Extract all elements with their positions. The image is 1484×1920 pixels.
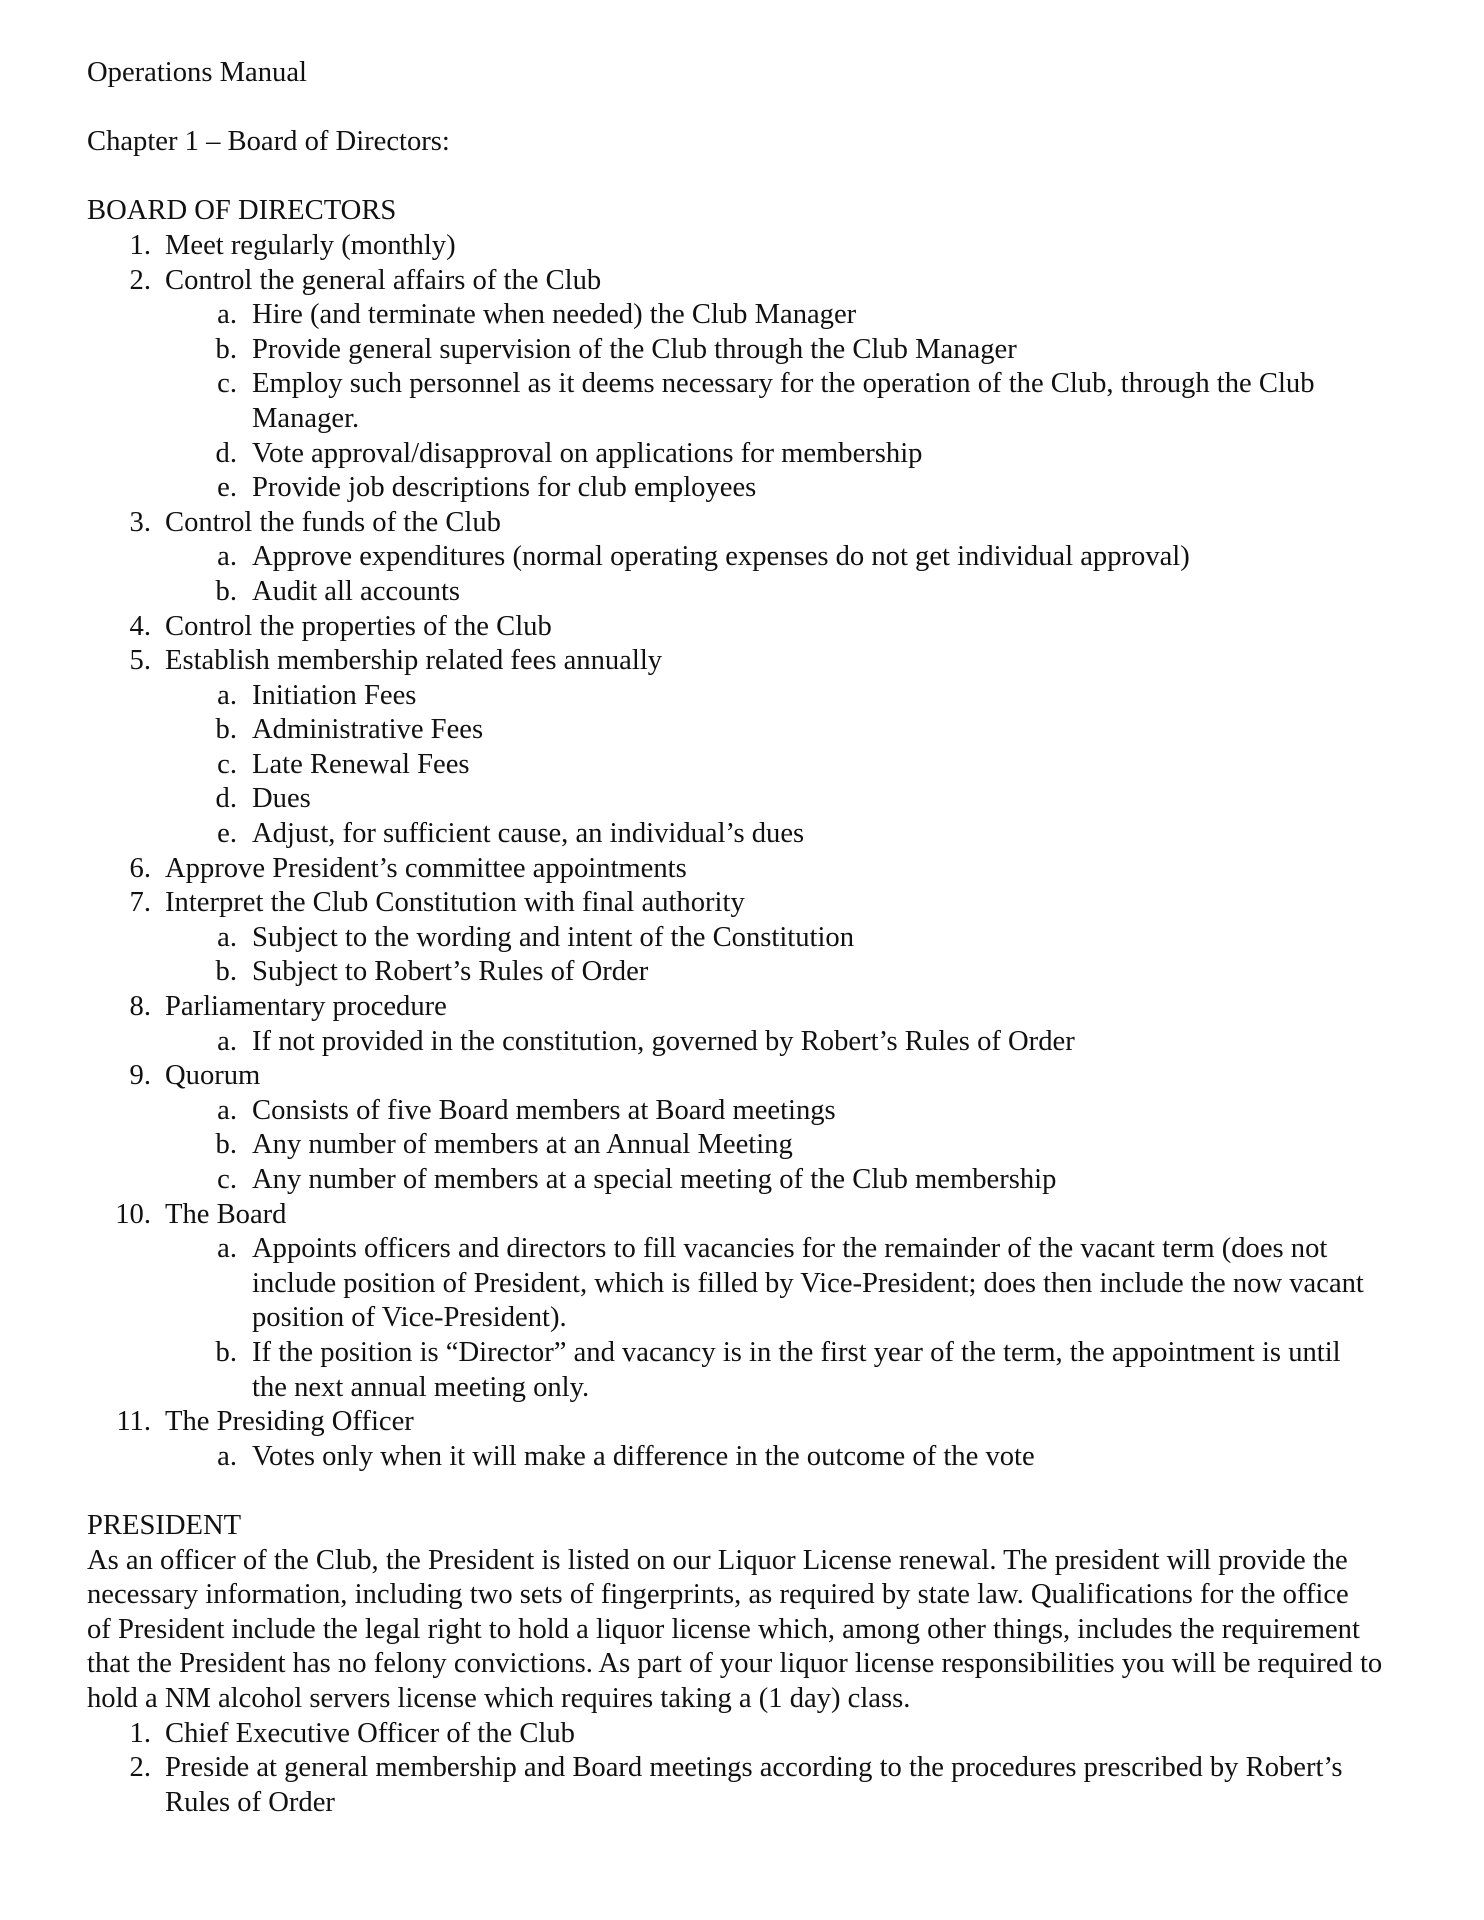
section-heading: PRESIDENT <box>87 1509 242 1541</box>
sub-list-item <box>87 471 1417 506</box>
list-item-text: Control the general affairs of the Club <box>165 264 602 296</box>
list-marker: c. <box>217 1164 237 1195</box>
list-item <box>87 506 1417 541</box>
sub-list-item <box>87 921 1417 956</box>
list-item-text: Late Renewal Fees <box>252 748 470 780</box>
list-item-text: Appoints officers and directors to fill vacancies for the remainder of the vacant term (does not <box>252 1233 1328 1265</box>
president-duties-list <box>87 1717 1417 1821</box>
list-marker: c. <box>217 748 237 780</box>
list-marker: b. <box>215 1129 237 1161</box>
list-item-text: Quorum <box>165 1060 261 1092</box>
paragraph-line: necessary information, including two sets of fingerprints, as required by state law. Qualifications for the office <box>87 1579 1349 1611</box>
spacer <box>87 1474 1417 1509</box>
list-item-text: position of Vice-President). <box>252 1302 567 1334</box>
list-marker: a. <box>217 679 237 711</box>
list-marker: a. <box>217 921 237 953</box>
chapter-title: Chapter 1 – Board of Directors: <box>87 126 450 158</box>
sub-list-item <box>87 955 1417 990</box>
sub-list-item <box>87 333 1417 368</box>
list-item <box>87 1751 1417 1786</box>
list-item-text: Consists of five Board members at Board meetings <box>252 1094 836 1126</box>
list-marker: b. <box>215 956 237 988</box>
list-marker: 1. <box>129 1717 151 1749</box>
sub-list-item <box>87 367 1417 402</box>
list-item-text: Initiation Fees <box>252 679 417 711</box>
doc-title: Operations Manual <box>87 57 307 88</box>
list-item <box>87 852 1417 887</box>
list-marker: d. <box>215 783 237 815</box>
list-item <box>87 1405 1417 1440</box>
sub-list-item <box>87 1301 1417 1336</box>
sub-list-item <box>87 817 1417 852</box>
list-item-text: Votes only when it will make a difference in the outcome of the vote <box>252 1440 1035 1472</box>
list-item <box>87 610 1417 645</box>
list-item-text: Vote approval/disapproval on applications for membership <box>252 437 923 469</box>
list-item-text: If the position is “Director” and vacancy is in the first year of the term, the appointment is until <box>252 1336 1341 1368</box>
list-item-text: Dues <box>252 783 311 815</box>
sub-list-item <box>87 1267 1417 1302</box>
list-marker: 4. <box>129 610 151 642</box>
list-item <box>87 886 1417 921</box>
list-item-text: Chief Executive Officer of the Club <box>165 1717 575 1749</box>
spacer <box>87 91 1417 126</box>
list-item-text: Adjust, for sufficient cause, an individual’s dues <box>252 818 805 850</box>
list-item-text: If not provided in the constitution, governed by Robert’s Rules of Order <box>252 1025 1075 1057</box>
list-marker: a. <box>217 1094 237 1126</box>
sub-list-item <box>87 298 1417 333</box>
list-item-text: The Board <box>165 1198 287 1230</box>
list-item-text: Audit all accounts <box>252 575 461 607</box>
list-marker: 7. <box>129 887 151 919</box>
list-marker: e. <box>217 818 237 850</box>
list-marker: a. <box>217 299 237 331</box>
spacer <box>87 160 1417 195</box>
list-marker: b. <box>215 714 237 746</box>
list-marker: 2. <box>129 1752 151 1784</box>
list-item-text: Approve expenditures (normal operating expenses do not get individual approval) <box>252 541 1190 573</box>
list-item <box>87 1059 1417 1094</box>
list-marker: 11. <box>116 1406 151 1438</box>
board-section <box>87 194 1417 1474</box>
list-item <box>87 264 1417 299</box>
list-marker <box>87 402 237 437</box>
list-marker: 10. <box>115 1198 151 1230</box>
list-item-text: Control the properties of the Club <box>165 610 552 642</box>
sub-list-item <box>87 575 1417 610</box>
list-item-text: Meet regularly (monthly) <box>165 229 456 261</box>
paragraph-line: hold a NM alcohol servers license which requires taking a (1 day) class. <box>87 1682 911 1714</box>
list-item <box>87 229 1417 264</box>
list-marker: b. <box>215 575 237 607</box>
list-marker: 1. <box>129 229 151 261</box>
sub-list-item <box>87 1440 1417 1475</box>
list-marker: 9. <box>129 1060 151 1092</box>
list-marker: 8. <box>129 991 151 1023</box>
list-marker: 6. <box>129 852 151 884</box>
list-item-text: Employ such personnel as it deems necessary for the operation of the Club, through the Club <box>252 368 1315 400</box>
list-item-text: Any number of members at a special meeting of the Club membership <box>252 1164 1057 1195</box>
sub-list-item <box>87 540 1417 575</box>
list-marker: a. <box>217 1440 237 1472</box>
list-marker: a. <box>217 1025 237 1057</box>
list-marker: 2. <box>129 264 151 296</box>
list-item-text: The Presiding Officer <box>165 1406 414 1438</box>
list-item-text: Interpret the Club Constitution with final authority <box>165 887 745 919</box>
sub-list-item <box>87 679 1417 714</box>
list-item-text: Control the funds of the Club <box>165 506 501 538</box>
president-section <box>87 1509 1417 1820</box>
paragraph-line: of President include the legal right to hold a liquor license which, among other things, includes the requirement <box>87 1613 1360 1645</box>
list-marker: d. <box>215 437 237 469</box>
list-item-text: Establish membership related fees annually <box>165 645 663 677</box>
sub-list-item <box>87 1094 1417 1129</box>
list-item <box>87 1786 1417 1821</box>
sub-list-item <box>87 782 1417 817</box>
board-duties-list <box>87 229 1417 1474</box>
paragraph-line: that the President has no felony convictions. As part of your liquor license responsibilities you will be required to <box>87 1648 1383 1680</box>
list-marker: b. <box>215 1336 237 1368</box>
sub-list-item <box>87 1232 1417 1267</box>
sub-list-item <box>87 1128 1417 1163</box>
list-item-text: Preside at general membership and Board meetings according to the procedures prescribed by Robert’s <box>165 1752 1343 1784</box>
list-marker: 5. <box>129 645 151 677</box>
list-item-text: Approve President’s committee appointments <box>165 852 687 884</box>
list-marker: b. <box>215 333 237 365</box>
list-item <box>87 644 1417 679</box>
list-item-text: Subject to Robert’s Rules of Order <box>252 956 649 988</box>
list-marker: a. <box>217 541 237 573</box>
president-paragraph <box>87 1544 1417 1717</box>
list-item-text: Any number of members at an Annual Meeting <box>252 1129 793 1161</box>
sub-list-item <box>87 713 1417 748</box>
sub-list-item <box>87 1371 1417 1406</box>
list-item-text: Hire (and terminate when needed) the Club Manager <box>252 299 857 331</box>
sub-list-item <box>87 402 1417 437</box>
list-marker: a. <box>217 1233 237 1265</box>
sub-list-item <box>87 1025 1417 1060</box>
list-item-text: Administrative Fees <box>252 714 484 746</box>
document-page <box>87 56 1417 1820</box>
list-marker: e. <box>217 472 237 504</box>
section-heading: BOARD OF DIRECTORS <box>87 195 397 227</box>
list-item-text: Subject to the wording and intent of the Constitution <box>252 921 854 953</box>
list-item-text: the next annual meeting only. <box>252 1371 590 1403</box>
list-item-text: Parliamentary procedure <box>165 991 447 1023</box>
list-marker: c. <box>217 368 237 400</box>
list-item <box>87 1198 1417 1233</box>
list-marker: 3. <box>129 506 151 538</box>
list-item-text: Provide general supervision of the Club through the Club Manager <box>252 333 1017 365</box>
list-item <box>87 990 1417 1025</box>
list-marker <box>87 1786 151 1821</box>
list-item-text: Provide job descriptions for club employees <box>252 472 757 504</box>
sub-list-item <box>87 1163 1417 1198</box>
sub-list-item <box>87 1336 1417 1371</box>
paragraph-line: As an officer of the Club, the President is listed on our Liquor License renewal. The president will provide the <box>87 1544 1348 1576</box>
sub-list-item <box>87 437 1417 472</box>
list-marker <box>87 1371 237 1406</box>
sub-list-item <box>87 748 1417 783</box>
list-marker <box>87 1267 237 1302</box>
list-marker <box>87 1301 237 1336</box>
list-item-text: Rules of Order <box>165 1786 335 1818</box>
list-item-text: include position of President, which is filled by Vice-President; does then include the now vacant <box>252 1267 1364 1299</box>
list-item-text: Manager. <box>252 402 360 434</box>
list-item <box>87 1717 1417 1752</box>
